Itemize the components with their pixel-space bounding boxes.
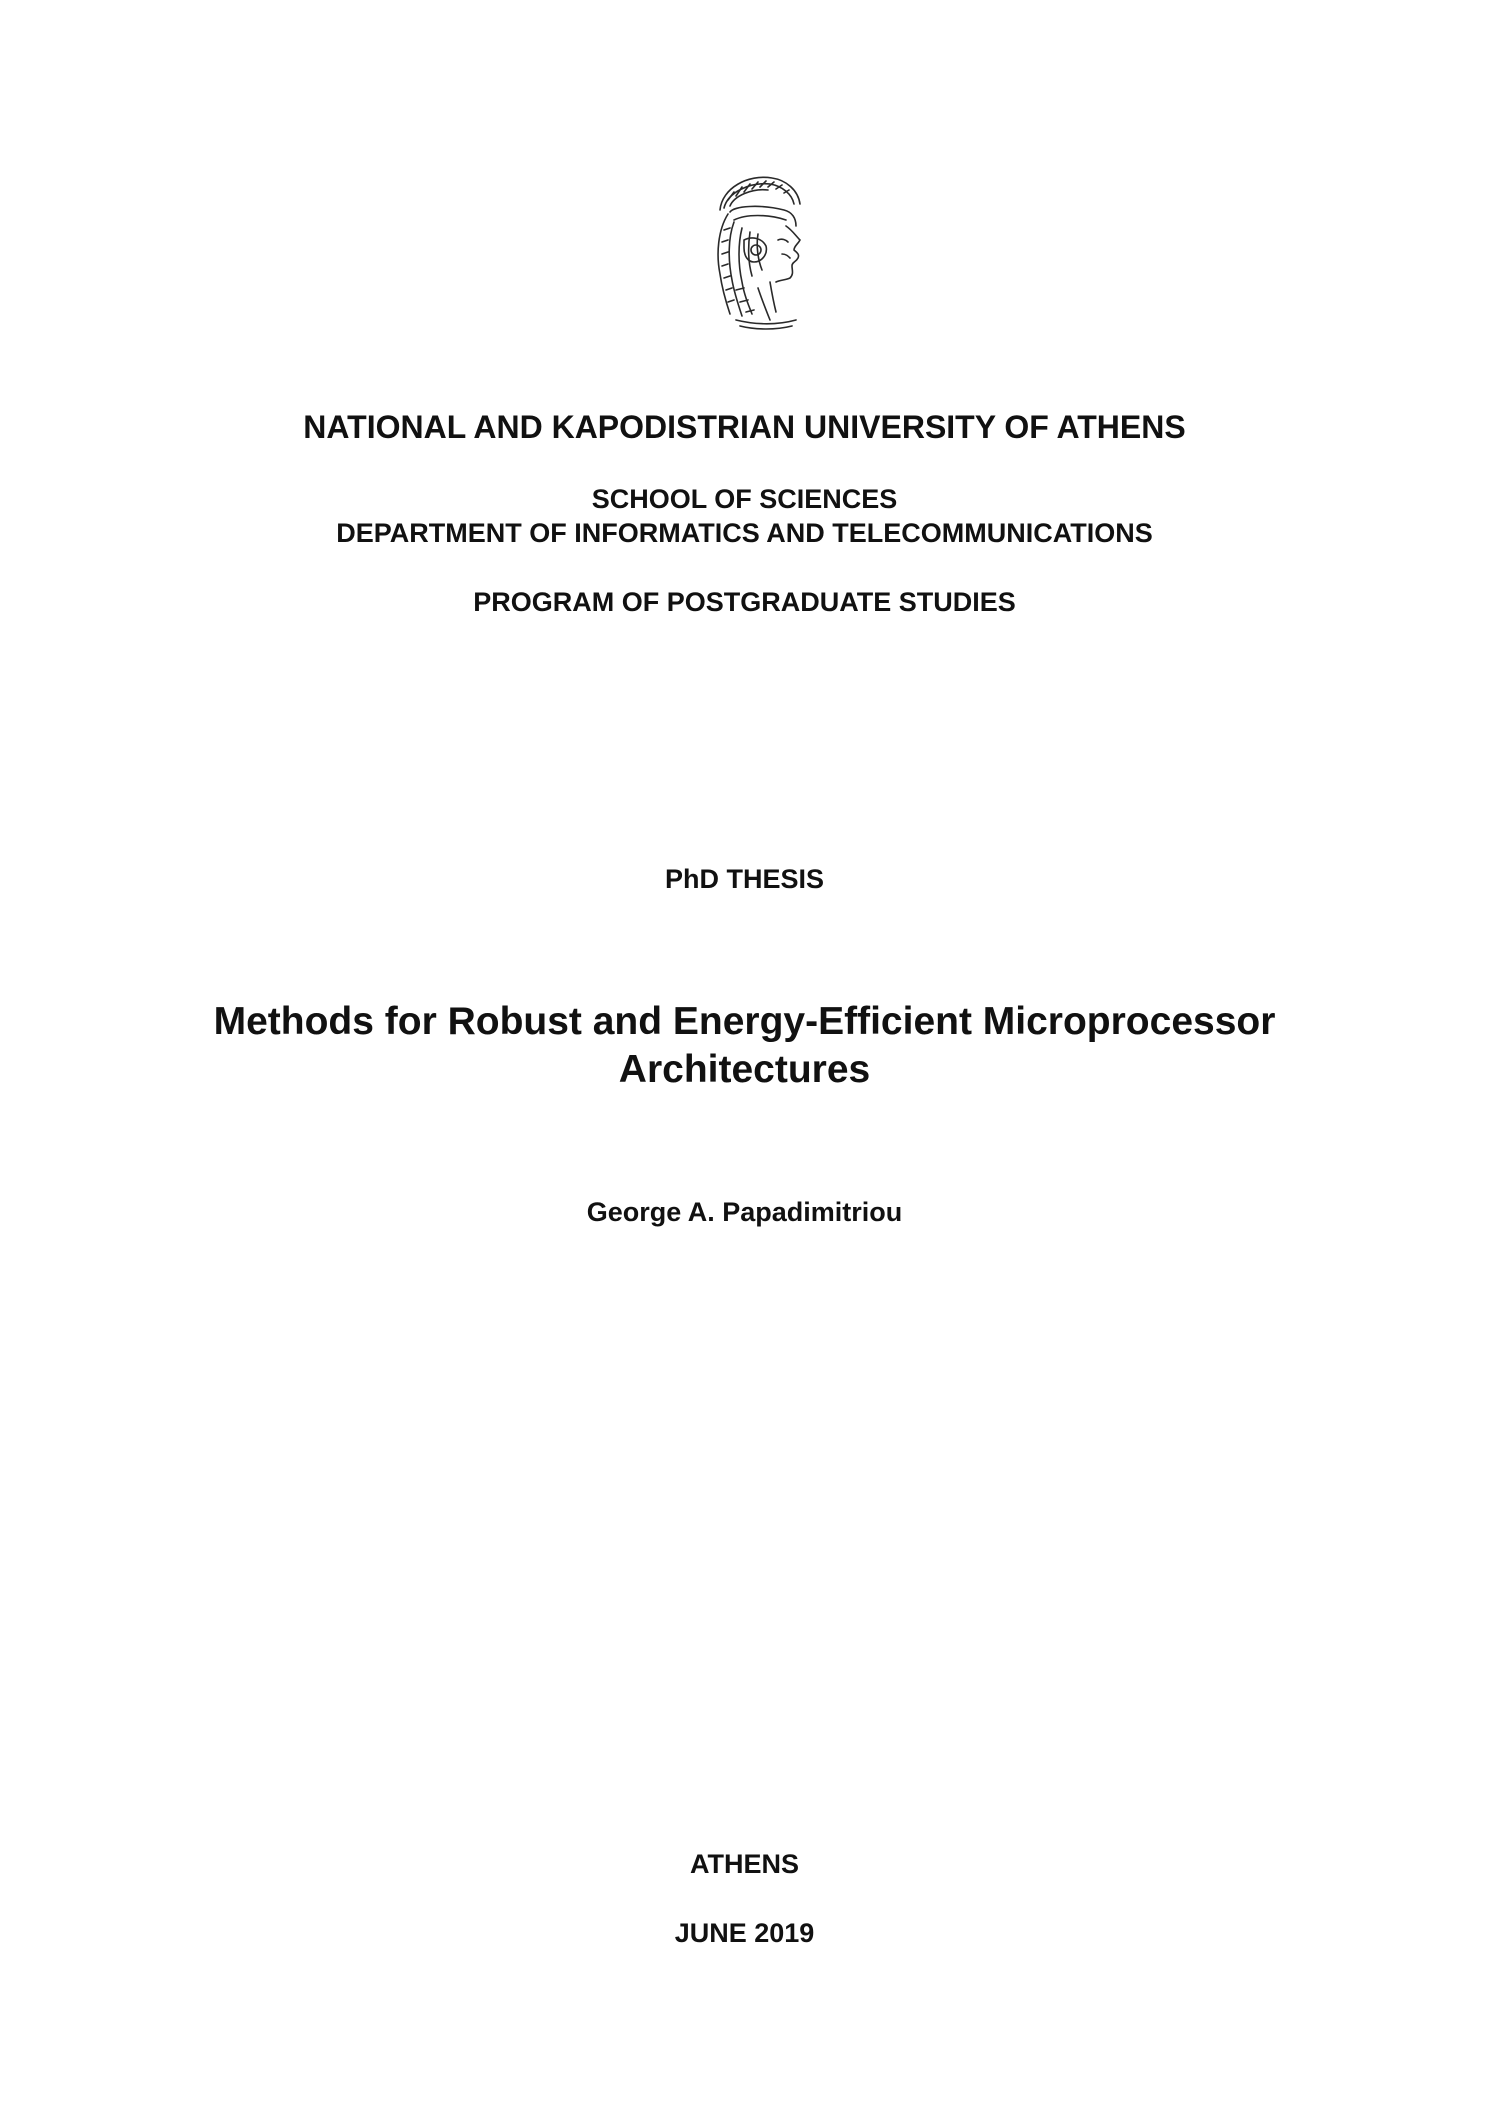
program-name: PROGRAM OF POSTGRADUATE STUDIES (473, 587, 1016, 617)
document-type: PhD THESIS (664, 864, 825, 894)
city: ATHENS (689, 1849, 799, 1879)
school-name: SCHOOL OF SCIENCES (591, 484, 898, 514)
university-name: NATIONAL AND KAPODISTRIAN UNIVERSITY OF ATHENS (303, 409, 1186, 445)
thesis-title-line-1: Methods for Robust and Energy-Efficient Microprocessor (213, 1000, 1276, 1043)
athena-head-emblem-icon (700, 170, 812, 330)
department-name: DEPARTMENT OF INFORMATICS AND TELECOMMUNICATIONS (336, 518, 1153, 548)
thesis-title-line-2: Architectures (618, 1048, 871, 1091)
submission-date: JUNE 2019 (674, 1918, 815, 1948)
author-name: George A. Papadimitriou (586, 1197, 903, 1227)
